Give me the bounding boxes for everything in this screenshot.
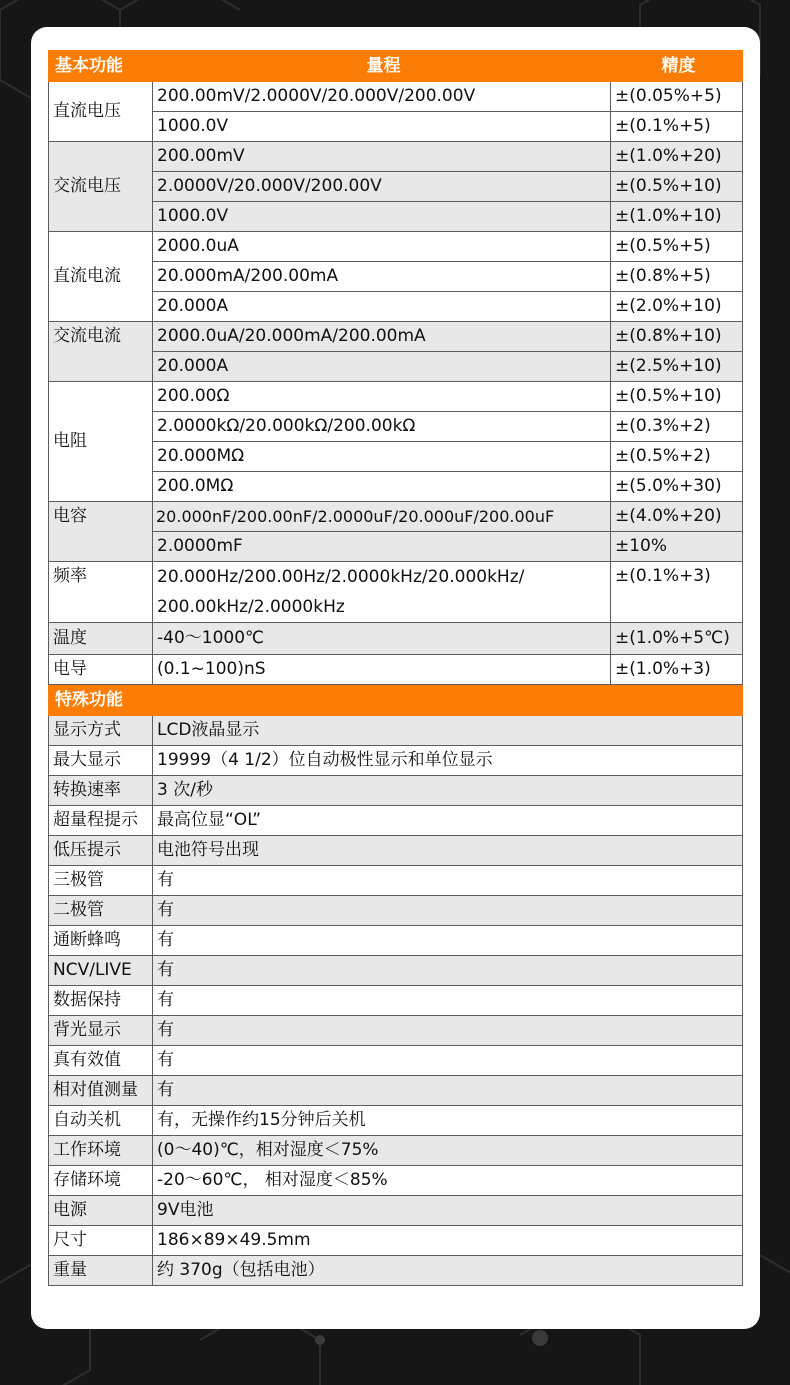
range-cell: 2000.0uA/20.000mA/200.00mA (153, 322, 611, 352)
range-cell: 20.000MΩ (153, 442, 611, 472)
accuracy-cell: ±(0.05%+5) (611, 82, 743, 112)
table-row (49, 472, 743, 502)
feature-name: 相对值测量 (49, 1076, 153, 1106)
accuracy-cell: ±(5.0%+30) (611, 472, 743, 502)
feature-value: 19999（4 1/2）位自动极性显示和单位显示 (153, 746, 743, 776)
feature-row (49, 1226, 743, 1256)
feature-value: (0～40)℃，相对湿度＜75% (153, 1136, 743, 1166)
accuracy-cell: ±(0.1%+5) (611, 112, 743, 142)
feature-row (49, 716, 743, 746)
feature-row (49, 986, 743, 1016)
category-cell: 交流电流 (49, 322, 153, 382)
feature-name: NCV/LIVE (49, 956, 153, 986)
accuracy-cell: ±10% (611, 532, 743, 562)
range-cell: 20.000A (153, 352, 611, 382)
table-row (49, 262, 743, 292)
feature-value: 186×89×49.5mm (153, 1226, 743, 1256)
range-cell: 20.000mA/200.00mA (153, 262, 611, 292)
feature-name: 超量程提示 (49, 806, 153, 836)
range-cell: 200.00mV/2.0000V/20.000V/200.00V (153, 82, 611, 112)
range-cell: 2.0000kΩ/20.000kΩ/200.00kΩ (153, 412, 611, 442)
range-cell: 2.0000V/20.000V/200.00V (153, 172, 611, 202)
accuracy-cell: ±(1.0%+3) (611, 655, 743, 685)
accuracy-cell: ±(2.0%+10) (611, 292, 743, 322)
feature-row (49, 1046, 743, 1076)
feature-row (49, 776, 743, 806)
category-cell: 交流电压 (49, 142, 153, 232)
table-row (49, 202, 743, 232)
accuracy-cell: ±(0.5%+10) (611, 382, 743, 412)
feature-value: 有 (153, 926, 743, 956)
feature-row (49, 1256, 743, 1286)
table-row (49, 352, 743, 382)
feature-name: 二极管 (49, 896, 153, 926)
range-cell: 1000.0V (153, 112, 611, 142)
accuracy-cell: ±(0.8%+5) (611, 262, 743, 292)
feature-row (49, 1106, 743, 1136)
feature-row (49, 1076, 743, 1106)
table-row (49, 502, 743, 532)
feature-value: 有 (153, 956, 743, 986)
feature-name: 重量 (49, 1256, 153, 1286)
category-cell: 直流电流 (49, 232, 153, 322)
feature-name: 转换速率 (49, 776, 153, 806)
range-cell: 20.000nF/200.00nF/2.0000uF/20.000uF/200.00uF (153, 502, 611, 532)
feature-name: 通断蜂鸣 (49, 926, 153, 956)
feature-row (49, 806, 743, 836)
feature-value: LCD液晶显示 (153, 716, 743, 746)
table-row (49, 442, 743, 472)
feature-value: 最高位显“OL” (153, 806, 743, 836)
feature-value: 3 次/秒 (153, 776, 743, 806)
accuracy-cell: ±(0.8%+10) (611, 322, 743, 352)
feature-name: 低压提示 (49, 836, 153, 866)
range-cell: 20.000A (153, 292, 611, 322)
feature-value: 有 (153, 1016, 743, 1046)
feature-name: 存储环境 (49, 1166, 153, 1196)
category-cell: 频率 (49, 562, 153, 623)
feature-value: -20～60℃， 相对湿度＜85% (153, 1166, 743, 1196)
accuracy-cell: ±(4.0%+20) (611, 502, 743, 532)
range-cell: 200.00Ω (153, 382, 611, 412)
table-row (49, 172, 743, 202)
feature-row (49, 1016, 743, 1046)
header-feature: 基本功能 (49, 51, 153, 82)
feature-row (49, 836, 743, 866)
accuracy-cell: ±(1.0%+5℃) (611, 623, 743, 655)
range-cell: 2.0000mF (153, 532, 611, 562)
feature-name: 工作环境 (49, 1136, 153, 1166)
feature-name: 最大显示 (49, 746, 153, 776)
accuracy-cell: ±(1.0%+20) (611, 142, 743, 172)
range-cell: 1000.0V (153, 202, 611, 232)
feature-name: 背光显示 (49, 1016, 153, 1046)
accuracy-cell: ±(0.5%+2) (611, 442, 743, 472)
special-header: 特殊功能 (49, 685, 743, 716)
header-accuracy: 精度 (611, 51, 743, 82)
spec-table (48, 50, 743, 1286)
feature-row (49, 1136, 743, 1166)
feature-row (49, 1166, 743, 1196)
table-row (49, 562, 743, 623)
table-row (49, 412, 743, 442)
feature-row (49, 956, 743, 986)
range-cell: (0.1~100)nS (153, 655, 611, 685)
header-range: 量程 (153, 51, 611, 82)
feature-name: 真有效值 (49, 1046, 153, 1076)
feature-row (49, 896, 743, 926)
range-cell: -40～1000℃ (153, 623, 611, 655)
accuracy-cell: ±(0.5%+5) (611, 232, 743, 262)
table-row (49, 623, 743, 655)
feature-value: 有 (153, 896, 743, 926)
accuracy-cell: ±(0.5%+10) (611, 172, 743, 202)
category-cell: 电导 (49, 655, 153, 685)
table-row (49, 112, 743, 142)
feature-value: 有 (153, 986, 743, 1016)
table-row (49, 142, 743, 172)
feature-value: 约 370g（包括电池） (153, 1256, 743, 1286)
table-row (49, 382, 743, 412)
feature-name: 尺寸 (49, 1226, 153, 1256)
category-cell: 电容 (49, 502, 153, 562)
feature-value: 电池符号出现 (153, 836, 743, 866)
accuracy-cell: ±(1.0%+10) (611, 202, 743, 232)
range-line: 200.00kHz/2.0000kHz (157, 597, 345, 617)
feature-name: 电源 (49, 1196, 153, 1226)
feature-name: 显示方式 (49, 716, 153, 746)
range-line: 20.000Hz/200.00Hz/2.0000kHz/20.000kHz/ (157, 567, 525, 587)
table-row (49, 322, 743, 352)
basic-header-row (49, 51, 743, 82)
feature-name: 三极管 (49, 866, 153, 896)
category-cell: 电阻 (49, 382, 153, 502)
feature-name: 数据保持 (49, 986, 153, 1016)
feature-row (49, 746, 743, 776)
range-cell (153, 562, 611, 623)
feature-value: 9V电池 (153, 1196, 743, 1226)
category-cell: 温度 (49, 623, 153, 655)
accuracy-cell: ±(0.3%+2) (611, 412, 743, 442)
table-row (49, 292, 743, 322)
table-row (49, 232, 743, 262)
feature-value: 有 (153, 1076, 743, 1106)
feature-row (49, 1196, 743, 1226)
feature-value: 有 (153, 1046, 743, 1076)
accuracy-cell: ±(2.5%+10) (611, 352, 743, 382)
range-cell: 200.0MΩ (153, 472, 611, 502)
range-cell: 2000.0uA (153, 232, 611, 262)
accuracy-cell: ±(0.1%+3) (611, 562, 743, 623)
feature-row (49, 926, 743, 956)
feature-name: 自动关机 (49, 1106, 153, 1136)
special-header-row (49, 685, 743, 716)
category-cell: 直流电压 (49, 82, 153, 142)
table-row (49, 655, 743, 685)
feature-row (49, 866, 743, 896)
range-cell: 200.00mV (153, 142, 611, 172)
feature-value: 有 (153, 866, 743, 896)
table-row (49, 532, 743, 562)
table-row (49, 82, 743, 112)
feature-value: 有，无操作约15分钟后关机 (153, 1106, 743, 1136)
